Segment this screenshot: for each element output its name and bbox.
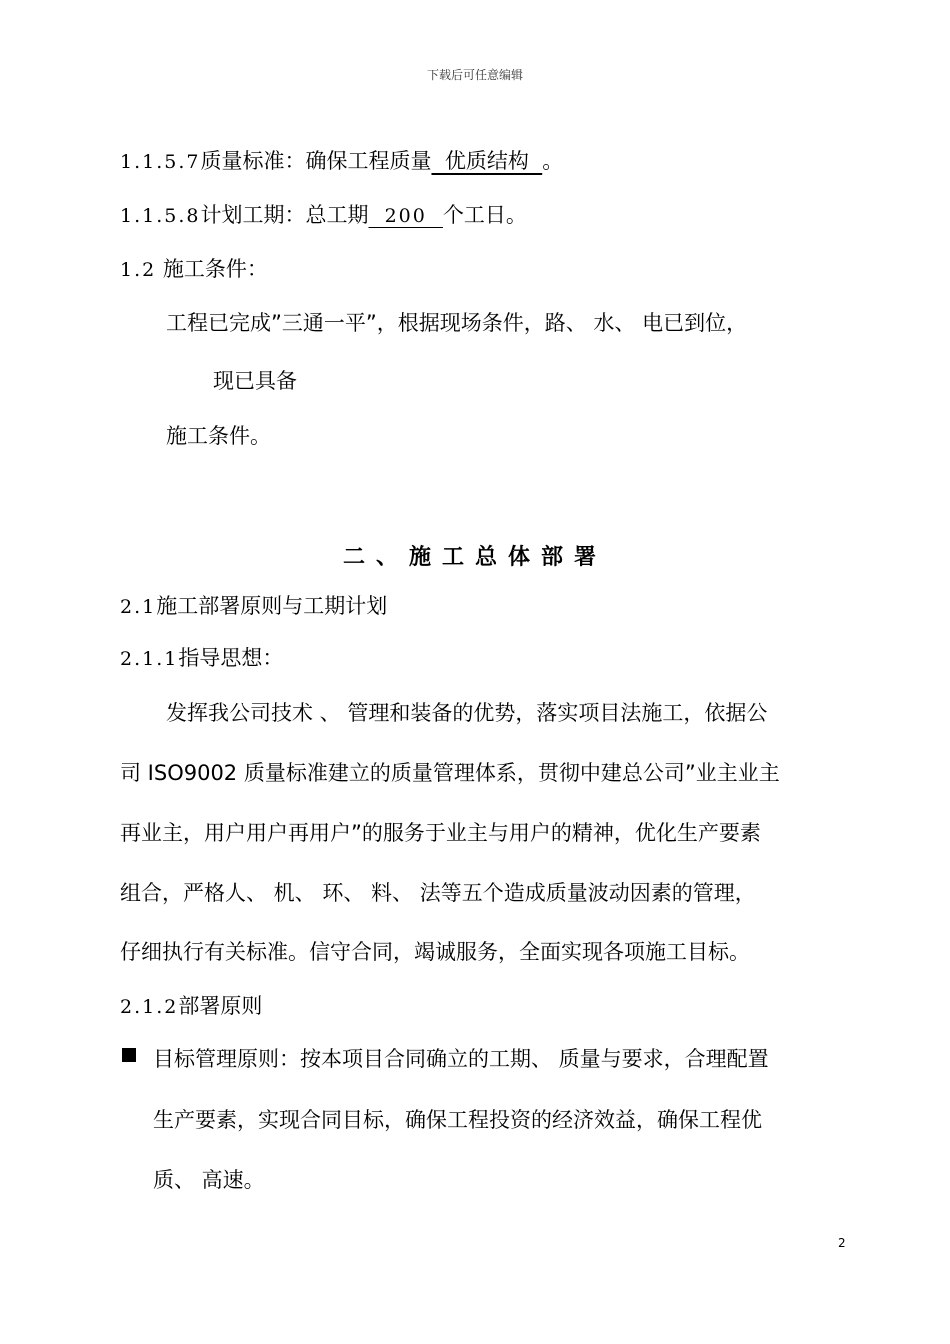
section-title: 二、施工总体部署: [342, 545, 607, 570]
conditions-line-1: 工程已完成”三通一平”，根据现场条件，路、 水、 电已到位，: [166, 311, 748, 335]
heading-2-1: [120, 596, 387, 617]
heading-2-1-1: [120, 648, 283, 669]
page-number: 2: [838, 1236, 846, 1250]
conditions-line-3: 施工条件。: [166, 424, 271, 448]
heading-label: 施工部署原则与工期计划: [156, 594, 388, 618]
bullet-square-icon: [122, 1048, 136, 1062]
heading-number: 2.1.2: [120, 996, 179, 1018]
paragraph-line: 再业主，用户用户再用户”的服务于业主与用户的精神，优化生产要素: [120, 821, 761, 845]
item-tail: 个工日。: [442, 203, 527, 227]
item-label: 施工条件：: [156, 257, 268, 281]
paragraph-line: 司 ISO9002 质量标准建立的质量管理体系，贯彻中建总公司”业主业主: [120, 761, 780, 785]
heading-2-1-2: [120, 996, 262, 1017]
item-number: 1.2: [120, 259, 157, 281]
quality-value: 优质结构: [431, 149, 543, 173]
item-label: 质量标准：确保工程质量: [200, 149, 432, 173]
heading-number: 2.1.1: [120, 648, 179, 670]
item-tail: 。: [542, 149, 564, 173]
conditions-line-2: 现已具备: [213, 369, 297, 393]
heading-number: 2.1: [120, 596, 157, 618]
item-label: 计划工期：总工期: [200, 203, 369, 227]
page-header-note: 下载后可任意编辑: [426, 68, 523, 82]
bullet-line: 生产要素，实现合同目标，确保工程投资的经济效益，确保工程优: [153, 1108, 762, 1132]
item-number: 1.1.5.7: [120, 151, 201, 173]
item-1-2: [120, 259, 268, 280]
heading-label: 指导思想：: [178, 646, 284, 670]
item-1-1-5-7: [120, 151, 563, 172]
paragraph-line: 仔细执行有关标准。信守合同，竭诚服务，全面实现各项施工目标。: [120, 940, 750, 964]
duration-value: 200: [368, 205, 443, 227]
heading-label: 部署原则: [178, 994, 263, 1018]
paragraph-line: 发挥我公司技术 、 管理和装备的优势，落实项目法施工，依据公: [166, 701, 768, 725]
item-number: 1.1.5.8: [120, 205, 201, 227]
bullet-line: 目标管理原则：按本项目合同确立的工期、 质量与要求，合理配置: [153, 1047, 769, 1071]
bullet-line: 质、 高速。: [153, 1168, 265, 1192]
item-1-1-5-8: [120, 205, 527, 226]
paragraph-line: 组合，严格人、 机、 环、 料、 法等五个造成质量波动因素的管理，: [120, 881, 756, 905]
